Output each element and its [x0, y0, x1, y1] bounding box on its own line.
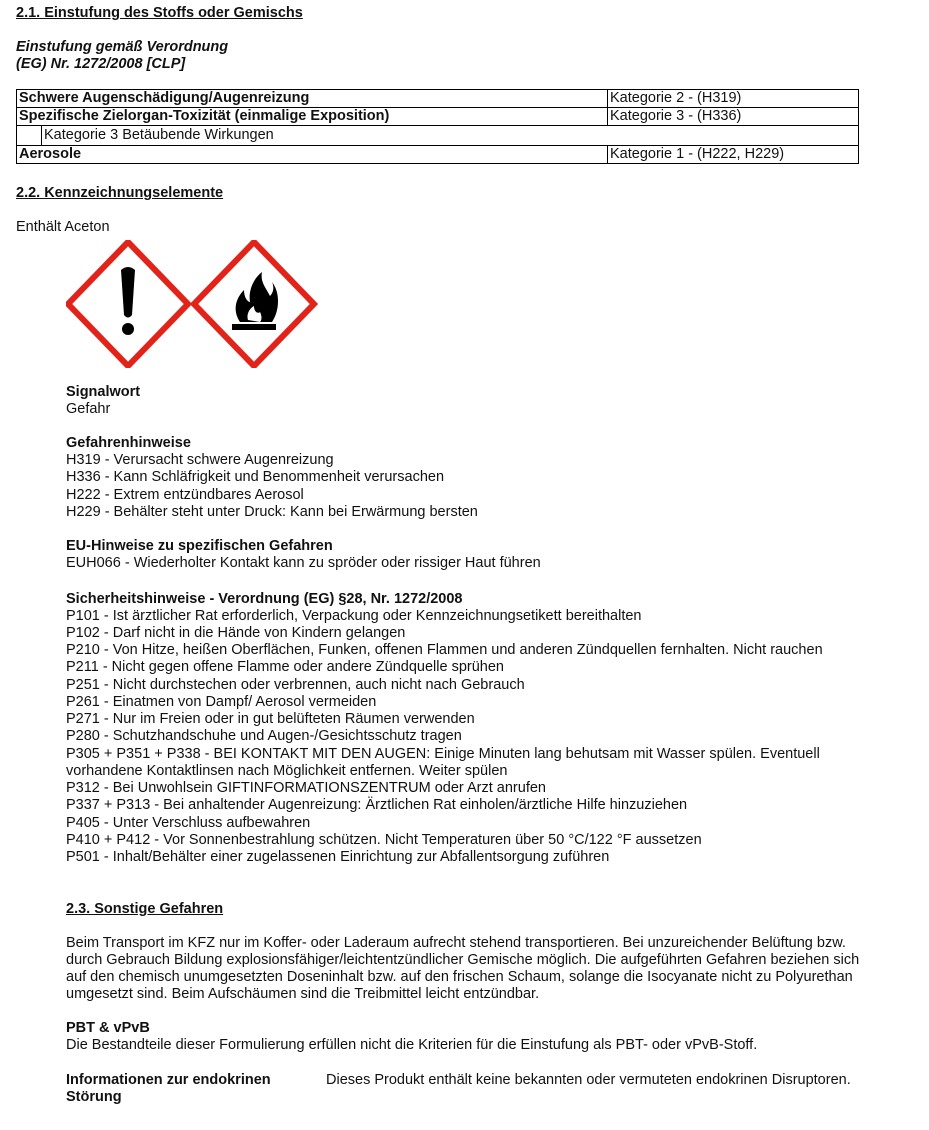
- endocrine-text: Dieses Produkt enthält keine bekannten oder vermuteten endokrinen Disruptoren.: [326, 1072, 851, 1088]
- hazard-category-cell: Kategorie 3 - (H336): [608, 108, 859, 126]
- signal-word-label: Signalwort: [66, 384, 141, 400]
- other-hazards-line: auf den chemisch unumgesetzten Doseninhalt bzw. auf den frischen Schaum, solange die Isocyanate nicht zu Polyurethan: [66, 969, 853, 985]
- eu-hazard-line: EUH066 - Wiederholter Kontakt kann zu spröder oder rissiger Haut führen: [66, 555, 541, 571]
- hazard-category-cell: Kategorie 1 - (H222, H229): [608, 146, 859, 164]
- precautionary-line: P211 - Nicht gegen offene Flamme oder andere Zündquelle sprühen: [66, 659, 504, 675]
- endocrine-label-line2: Störung: [66, 1089, 122, 1105]
- other-hazards-line: durch Gebrauch Bildung explosionsfähiger/leichtentzündlicher Gemische möglich. Die aufgeführten Gefahren beziehen sich: [66, 952, 860, 968]
- hazard-statements-title: Gefahrenhinweise: [66, 435, 191, 451]
- eu-hazard-title: EU-Hinweise zu spezifischen Gefahren: [66, 538, 333, 554]
- precautionary-line: P102 - Darf nicht in die Hände von Kindern gelangen: [66, 625, 406, 641]
- endocrine-label-line1: Informationen zur endokrinen: [66, 1072, 271, 1088]
- section-2-3-title: 2.3. Sonstige Gefahren: [66, 901, 224, 917]
- hazard-statement-line: H229 - Behälter steht unter Druck: Kann bei Erwärmung bersten: [66, 504, 478, 520]
- hazard-statement-line: H336 - Kann Schläfrigkeit und Benommenheit verursachen: [66, 469, 445, 485]
- hazard-class-cell: Schwere Augenschädigung/Augenreizung: [17, 90, 608, 108]
- precautionary-line: P261 - Einatmen von Dampf/ Aerosol vermeiden: [66, 694, 377, 710]
- hazard-statement-line: H222 - Extrem entzündbares Aerosol: [66, 487, 304, 503]
- precautionary-line: P501 - Inhalt/Behälter einer zugelassenen Einrichtung zur Abfallentsorgung zuführen: [66, 849, 610, 865]
- precautionary-line: vorhandene Kontaktlinsen nach Möglichkeit entfernen. Weiter spülen: [66, 763, 508, 779]
- precautionary-line: P410 + P412 - Vor Sonnenbestrahlung schützen. Nicht Temperaturen über 50 °C/122 °F aussetzen: [66, 832, 702, 848]
- sub-row-cell: [17, 126, 859, 146]
- precautionary-title: Sicherheitshinweise - Verordnung (EG) §28, Nr. 1272/2008: [66, 591, 463, 607]
- section-2-2-title: 2.2. Kennzeichnungselemente: [16, 185, 224, 201]
- pbt-title: PBT & vPvB: [66, 1020, 150, 1036]
- hazard-statement-line: H319 - Verursacht schwere Augenreizung: [66, 452, 334, 468]
- precautionary-line: P210 - Von Hitze, heißen Oberflächen, Funken, offenen Flammen und anderen Zündquellen fernhalten. Nicht rauchen: [66, 642, 823, 658]
- other-hazards-line: umgesetzt sind. Beim Aufschäumen sind die Treibmittel leicht entzündbar.: [66, 986, 540, 1002]
- pbt-text: Die Bestandteile dieser Formulierung erfüllen nicht die Kriterien für die Einstufung als PBT- oder vPvB-Stoff.: [66, 1037, 758, 1053]
- classification-table: [16, 89, 859, 164]
- precautionary-line: P305 + P351 + P338 - BEI KONTAKT MIT DEN AUGEN: Einige Minuten lang behutsam mit Wasser spülen. Eventuell: [66, 746, 820, 762]
- contains-text: Enthält Aceton: [16, 219, 110, 235]
- section-2-1-title: 2.1. Einstufung des Stoffs oder Gemischs: [16, 5, 303, 21]
- table-row: [17, 126, 859, 146]
- table-row: [17, 108, 859, 126]
- precautionary-line: P251 - Nicht durchstechen oder verbrennen, auch nicht nach Gebrauch: [66, 677, 525, 693]
- exclamation-pictogram-icon: [68, 242, 188, 366]
- sub-category-text: Kategorie 3 Betäubende Wirkungen: [41, 126, 858, 145]
- precautionary-line: P280 - Schutzhandschuhe und Augen-/Gesichtsschutz tragen: [66, 728, 462, 744]
- table-row: [17, 90, 859, 108]
- precautionary-line: P337 + P313 - Bei anhaltender Augenreizung: Ärztlichen Rat einholen/ärztliche Hilfe hinzuziehen: [66, 797, 688, 813]
- other-hazards-line: Beim Transport im KFZ nur im Koffer- oder Laderaum aufrecht stehend transportieren. Bei unzureichender Belüftung bzw.: [66, 935, 846, 951]
- ghs-pictograms: [66, 240, 318, 368]
- ghs-pictogram-svg: [66, 240, 318, 368]
- table-row: [17, 146, 859, 164]
- hazard-class-cell: Spezifische Zielorgan-Toxizität (einmalige Exposition): [17, 108, 608, 126]
- hazard-category-cell: Kategorie 2 - (H319): [608, 90, 859, 108]
- classification-subtitle-line2: (EG) Nr. 1272/2008 [CLP]: [16, 56, 186, 72]
- signal-word-value: Gefahr: [66, 401, 111, 417]
- flame-pictogram-icon: [194, 242, 314, 366]
- precautionary-line: P405 - Unter Verschluss aufbewahren: [66, 815, 311, 831]
- precautionary-line: P271 - Nur im Freien oder in gut belüfteten Räumen verwenden: [66, 711, 475, 727]
- precautionary-line: P101 - Ist ärztlicher Rat erforderlich, Verpackung oder Kennzeichnungsetikett bereithalten: [66, 608, 642, 624]
- precautionary-line: P312 - Bei Unwohlsein GIFTINFORMATIONSZENTRUM oder Arzt anrufen: [66, 780, 546, 796]
- hazard-class-cell: Aerosole: [17, 146, 608, 164]
- classification-subtitle-line1: Einstufung gemäß Verordnung: [16, 39, 229, 55]
